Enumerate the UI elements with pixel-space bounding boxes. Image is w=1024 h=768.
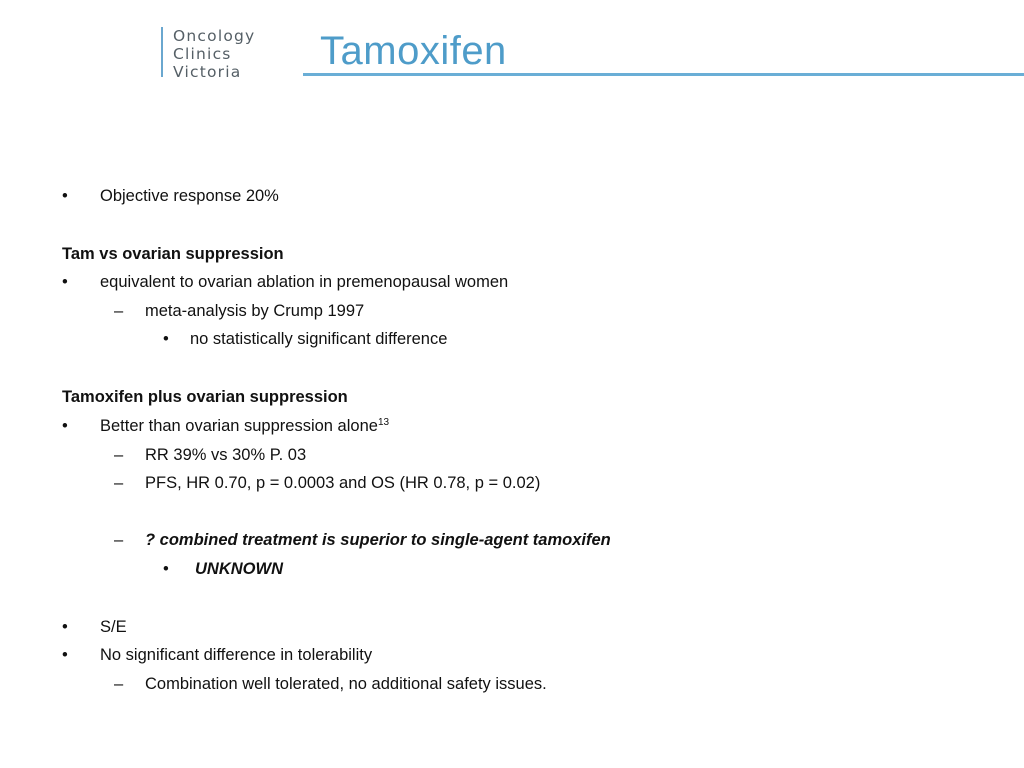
meta-analysis-text: meta-analysis by Crump 1997	[145, 302, 365, 320]
no-difference-text: no statistically significant difference	[190, 330, 448, 348]
bullet-icon: •	[62, 618, 68, 636]
combination-text: Combination well tolerated, no additional safety issues.	[145, 675, 547, 693]
dash-icon: –	[114, 474, 124, 492]
dash-icon: –	[114, 446, 124, 464]
better-than-text	[100, 415, 389, 437]
dash-icon: –	[114, 531, 124, 549]
logo-line-3: Victoria	[173, 63, 242, 81]
title-underline	[303, 73, 1024, 76]
unknown-text: UNKNOWN	[195, 560, 283, 578]
bullet-icon: •	[62, 417, 68, 435]
no-sig-diff-text: No significant difference in tolerability	[100, 646, 373, 664]
logo	[161, 27, 256, 81]
logo-line-2: Clinics	[173, 45, 232, 63]
slide-title: Tamoxifen	[320, 29, 507, 73]
rr-text: RR 39% vs 30% P. 03	[145, 446, 307, 464]
pfs-text: PFS, HR 0.70, p = 0.0003 and OS (HR 0.78, p = 0.02)	[145, 474, 541, 492]
se-text: S/E	[100, 618, 127, 636]
equivalent-text: equivalent to ovarian ablation in premenopausal women	[100, 273, 509, 291]
dash-icon: –	[114, 302, 124, 320]
bullet-icon: •	[62, 646, 68, 664]
better-than-label: Better than ovarian suppression alone	[100, 417, 378, 435]
tam-plus-heading: Tamoxifen plus ovarian suppression	[62, 388, 348, 406]
dash-icon: –	[114, 675, 124, 693]
reference-superscript: 13	[377, 417, 390, 428]
bullet-icon: •	[62, 273, 68, 291]
combined-question-text: ? combined treatment is superior to single-agent tamoxifen	[145, 531, 611, 549]
tam-vs-ovarian-heading: Tam vs ovarian suppression	[62, 245, 284, 263]
logo-line-1: Oncology	[173, 27, 256, 45]
bullet-icon: •	[163, 330, 169, 348]
bullet-icon: •	[62, 187, 68, 205]
objective-response-text: Objective response 20%	[100, 187, 279, 205]
bullet-icon: •	[163, 560, 169, 578]
